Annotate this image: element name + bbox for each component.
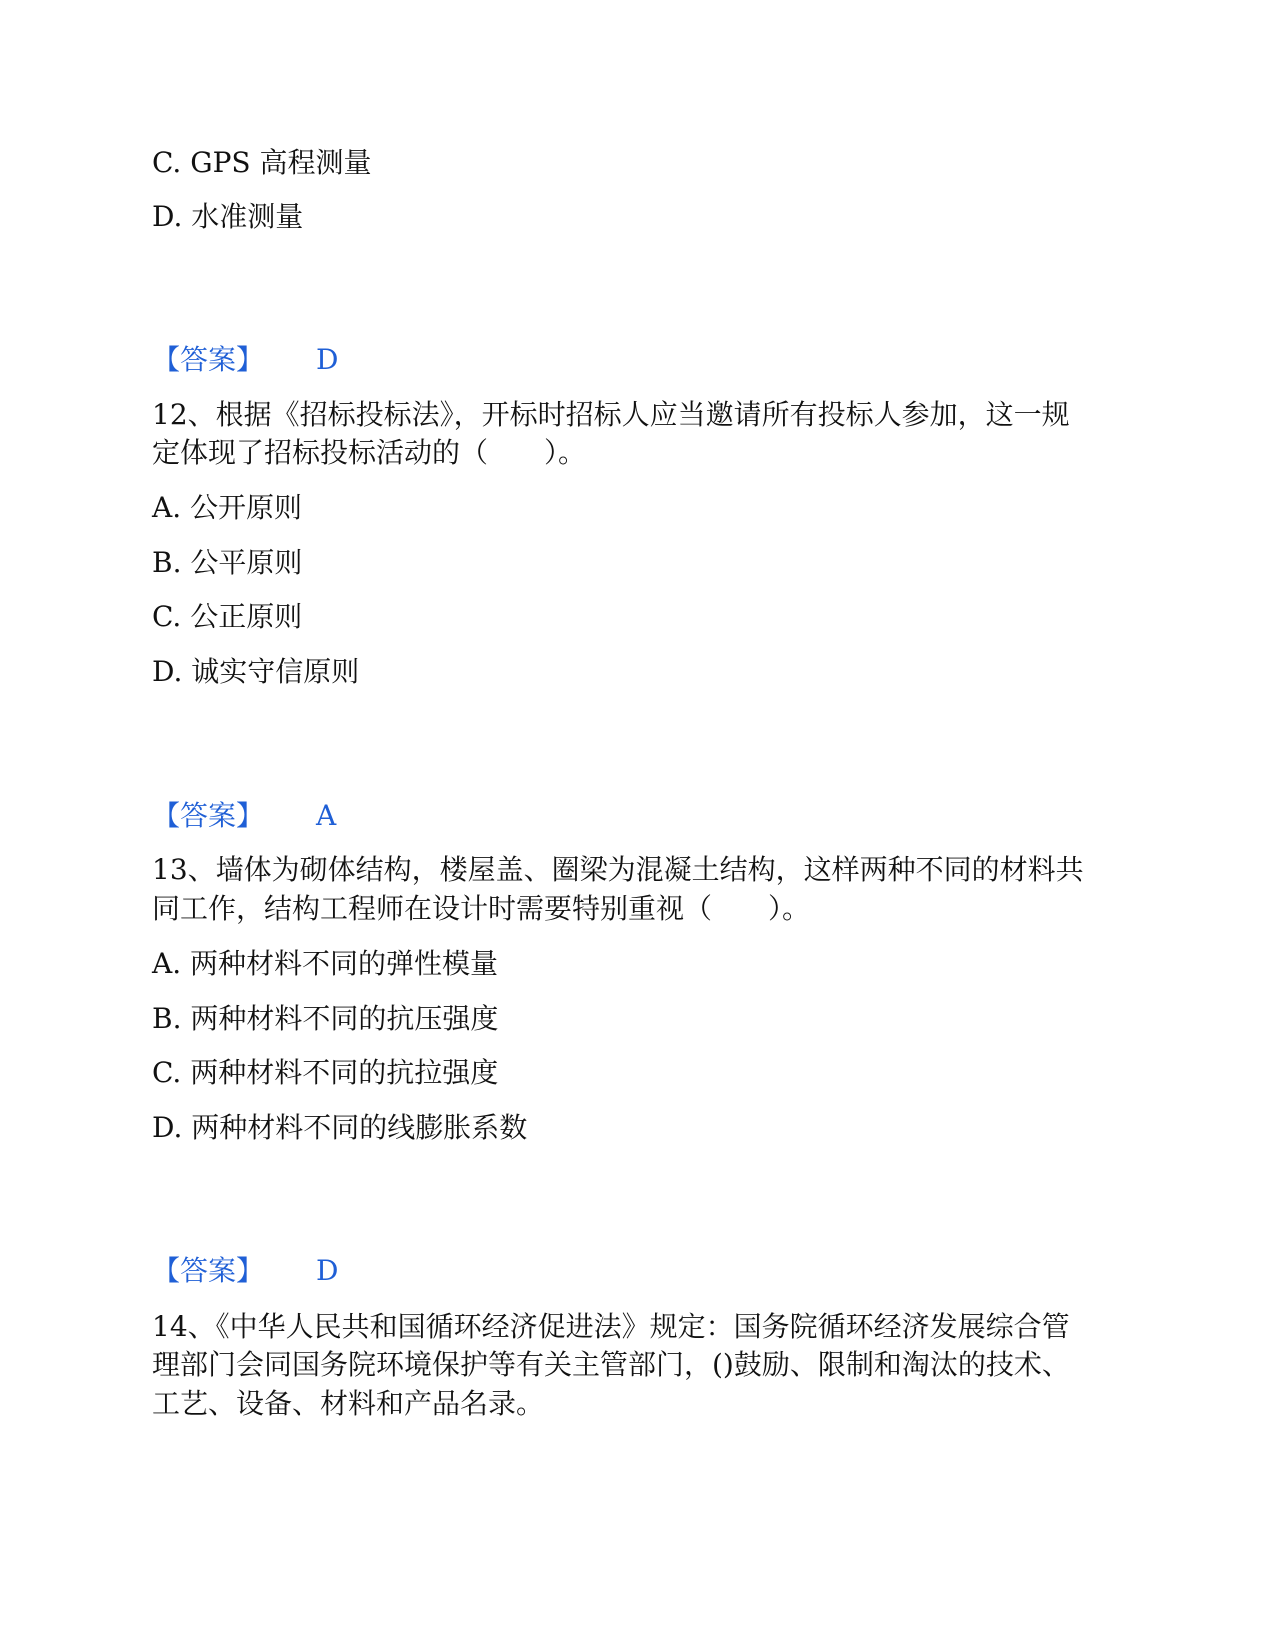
q12-option-c: C. 公正原则 [152, 600, 303, 633]
answer-label: 【答案】 [152, 343, 265, 376]
answer-value: A [316, 799, 337, 832]
answer-value: D [316, 343, 339, 376]
q13-stem-line-2: 同工作，结构工程师在设计时需要特别重视（ ）。 [152, 892, 811, 925]
q11-option-d: D. 水准测量 [152, 200, 304, 233]
q12-stem-line-1: 12、根据《招标投标法》，开标时招标人应当邀请所有投标人参加，这一规 [152, 398, 1070, 431]
q12-option-d: D. 诚实守信原则 [152, 655, 360, 688]
q13-answer [152, 1253, 338, 1289]
q12-option-a: A. 公开原则 [152, 491, 303, 524]
q12-answer [152, 798, 336, 834]
answer-value: D [316, 1254, 339, 1287]
q11-answer [152, 342, 338, 378]
q13-option-c: C. 两种材料不同的抗拉强度 [152, 1056, 499, 1089]
q12-stem-line-2: 定体现了招标投标活动的（ ）。 [152, 436, 587, 469]
q13-option-d: D. 两种材料不同的线膨胀系数 [152, 1111, 528, 1144]
q13-option-a: A. 两种材料不同的弹性模量 [152, 947, 499, 980]
answer-label: 【答案】 [152, 1254, 265, 1287]
q12-option-b: B. 公平原则 [152, 546, 303, 579]
q14-stem-line-1: 14、《中华人民共和国循环经济促进法》规定：国务院循环经济发展综合管 [152, 1310, 1070, 1343]
q13-stem-line-1: 13、墙体为砌体结构，楼屋盖、圈梁为混凝土结构，这样两种不同的材料共 [152, 853, 1084, 886]
q14-stem-line-2: 理部门会同国务院环境保护等有关主管部门，()鼓励、限制和淘汰的技术、 [152, 1348, 1070, 1381]
answer-label: 【答案】 [152, 799, 265, 832]
q11-option-c: C. GPS 高程测量 [152, 146, 372, 179]
q14-stem-line-3: 工艺、设备、材料和产品名录。 [152, 1387, 545, 1420]
q13-option-b: B. 两种材料不同的抗压强度 [152, 1002, 499, 1035]
